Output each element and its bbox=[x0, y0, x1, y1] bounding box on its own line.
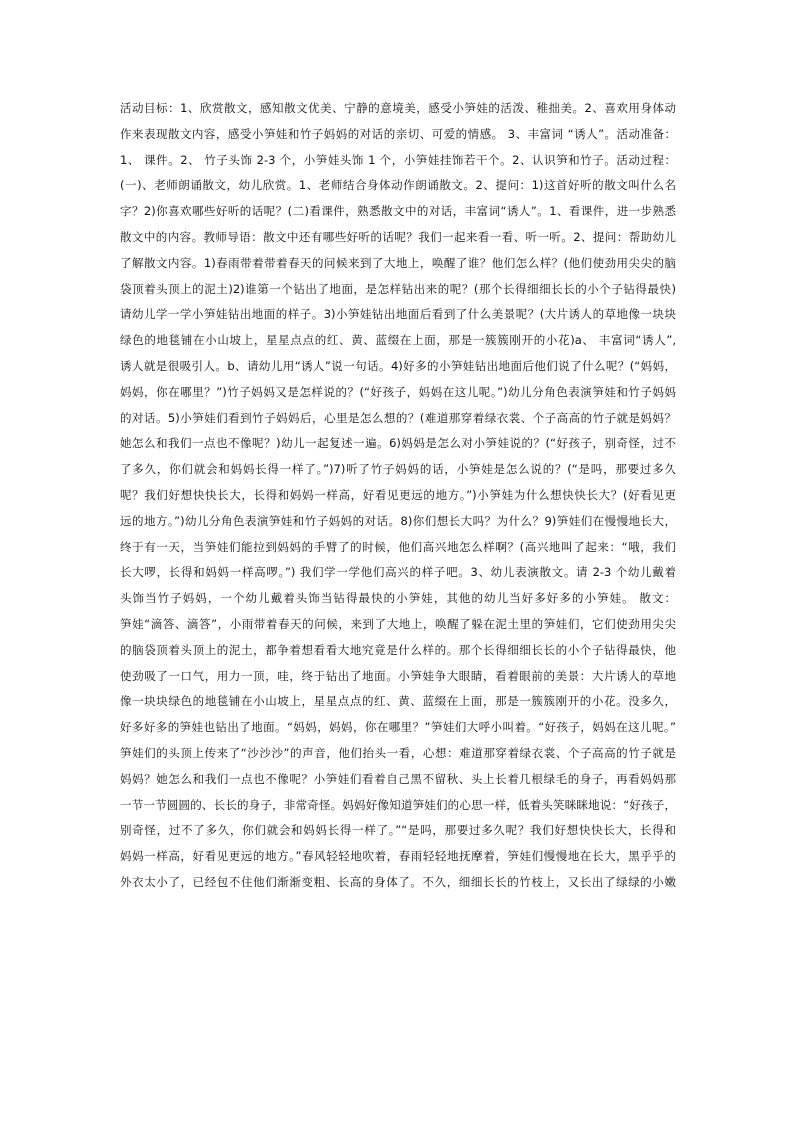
text-line: 远的地方。”)幼儿分角色表演笋娃和竹子妈妈的对话。8)你们想长大吗？为什么？9)笋娃们在慢慢地长大， bbox=[120, 513, 676, 528]
text-line: 像一块块绿色的地毯铺在小山坡上，星星点点的红、黄、蓝缀在上面，那是一簇簇刚开的小花。没多久， bbox=[120, 694, 676, 709]
text-line: 的对话。5)小笋娃们看到竹子妈妈后，心里是怎么想的？(难道那穿着绿衣裳、个子高高的竹子就是妈妈？ bbox=[120, 410, 676, 425]
text-line: 别奇怪，过不了多久，你们就会和妈妈长得一样了。”“是吗，那要过多久呢？我们好想快快长大，长得和 bbox=[120, 823, 676, 838]
text-line: 请幼儿学一学小笋娃钻出地面的样子。3)小笋娃钻出地面后看到了什么美景呢？(大片诱人的草地像一块块 bbox=[120, 307, 676, 322]
document-body bbox=[120, 96, 676, 996]
text-line: 头饰当竹子妈妈，一个幼儿戴着头饰当钻得最快的小笋娃，其他的幼儿当好多好多的小笋娃。 散文： bbox=[120, 591, 676, 606]
text-line: 笋娃“滴答、滴答”，小雨带着春天的问候，来到了大地上，唤醒了躲在泥土里的笋娃们，它们使劲用尖尖 bbox=[120, 616, 676, 631]
text-line: 使劲吸了一口气，用力一顶，哇，终于钻出了地面。小笋娃争大眼睛，看着眼前的美景：大片诱人的草地 bbox=[120, 668, 676, 683]
text-line: 1、 课件。2、 竹子头饰 2-3 个，小笋娃头饰 1 个，小笋娃挂饰若干个。2、认识笋和竹子。活动过程： bbox=[120, 152, 676, 167]
text-line: 一节一节圆圆的、长长的身子，非常奇怪。妈妈好像知道笋娃们的心思一样，低着头笑眯眯地说：“好孩子， bbox=[120, 797, 676, 812]
text-line: 活动目标：1、欣赏散文，感知散文优美、宁静的意境美，感受小笋娃的活泼、稚拙美。2、喜欢用身体动 bbox=[120, 101, 676, 115]
text-line: 终于有一天，当笋娃们能拉到妈妈的手臂了的时候，他们高兴地怎么样啊？(高兴地叫了起来：“哦，我们 bbox=[120, 539, 676, 554]
text-line: 了多久，你们就会和妈妈长得一样了。”)7)听了竹子妈妈的话，小笋娃是怎么说的？(“是吗，那要过多久 bbox=[120, 462, 676, 477]
text-line: 妈妈？她怎么和我们一点也不像呢？小笋娃们看着自己黑不留秋、头上长着几根绿毛的身子，再看妈妈那 bbox=[120, 771, 676, 786]
text-line: 诱人就是很吸引人。b、请幼儿用“诱人”说一句话。4)好多的小笋娃钻出地面后他们说了什么呢？(“妈妈， bbox=[120, 358, 676, 373]
text-line: 绿色的地毯铺在小山坡上，星星点点的红、黄、蓝缀在上面，那是一簇簇刚开的小花)a、 丰富词“诱人”, bbox=[120, 333, 676, 348]
text-line: 长大啰，长得和妈妈一样高啰。”) 我们学一学他们高兴的样子吧。3、幼儿表演散文。请 2-3 个幼儿戴着 bbox=[120, 565, 676, 580]
text-line: 她怎么和我们一点也不像呢？)幼儿一起复述一遍。6)妈妈是怎么对小笋娃说的？(“好孩子，别奇怪，过不 bbox=[120, 436, 676, 451]
text-line: 妈妈，你在哪里？”)竹子妈妈又是怎样说的？(“好孩子，妈妈在这儿呢。”)幼儿分角色表演笋娃和竹子妈妈 bbox=[120, 384, 676, 399]
text-line: 了解散文内容。1)春雨带着带着春天的问候来到了大地上，唤醒了谁？他们怎么样？(他们使劲用尖尖的脑 bbox=[120, 255, 676, 270]
text-line: 妈妈一样高，好看见更远的地方。”春风轻轻地吹着，春雨轻轻地抚摩着，笋娃们慢慢地在长大，黑乎乎的 bbox=[120, 849, 676, 864]
text-line: (一)、老师朗诵散文，幼儿欣赏。1、老师结合身体动作朗诵散文。2、提问：1)这首好听的散文叫什么名 bbox=[120, 178, 676, 193]
text-line: 呢？我们好想快快长大，长得和妈妈一样高，好看见更远的地方。”)小笋娃为什么想快快长大？(好看见更 bbox=[120, 487, 676, 502]
text-line: 好多好多的笋娃也钻出了地面。“妈妈，妈妈，你在哪里？”笋娃们大呼小叫着。“好孩子，妈妈在这儿呢。” bbox=[120, 720, 676, 735]
text-line: 外衣太小了，已经包不住他们渐渐变粗、长高的身体了。不久，细细长长的竹枝上，又长出了绿绿的小嫩 bbox=[120, 874, 676, 889]
text-line: 袋顶着头顶上的泥土)2)谁第一个钻出了地面，是怎样钻出来的呢？(那个长得细细长长的小个子钻得最快) bbox=[120, 281, 676, 296]
text-line: 笋娃们的头顶上传来了“沙沙沙”的声音，他们抬头一看，心想：难道那穿着绿衣裳、个子高高的竹子就是 bbox=[120, 745, 676, 760]
text-line: 字？2)你喜欢哪些好听的话呢？(二)看课件，熟悉散文中的对话，丰富词“诱人”。1、看课件，进一步熟悉 bbox=[120, 204, 676, 219]
text-line: 作来表现散文内容，感受小笋娃和竹子妈妈的对话的亲切、可爱的情感。 3、丰富词 “诱人”。活动准备： bbox=[120, 126, 676, 141]
text-line: 的脑袋顶着头顶上的泥土，都争着想看看大地究竟是什么样的。那个长得细细长长的小个子钻得最快，他 bbox=[120, 642, 676, 657]
text-line: 散文中的内容。教师导语：散文中还有哪些好听的话呢？我们一起来看一看、听一听。2、提问：帮助幼儿 bbox=[120, 229, 676, 244]
